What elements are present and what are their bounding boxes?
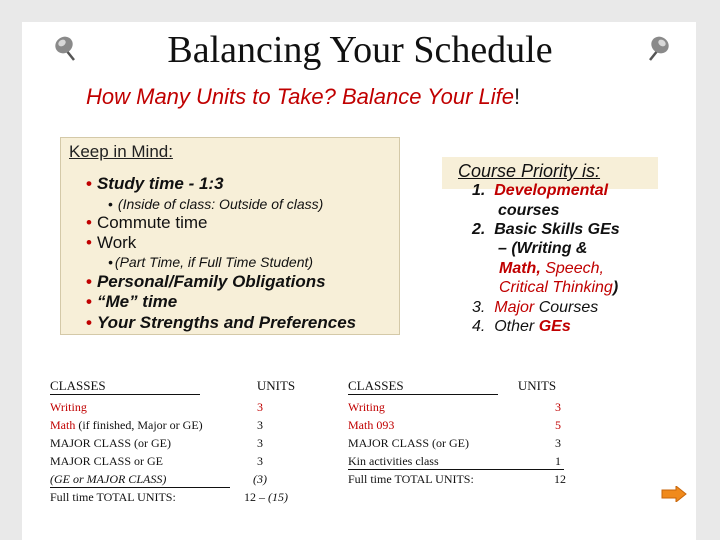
table-cell: 12 – <box>244 490 268 504</box>
priority-item-2-cont: – (Writing & <box>498 240 588 257</box>
keep-in-mind-heading: Keep in Mind: <box>69 142 173 161</box>
priority-text: Developmental <box>494 182 609 199</box>
priority-text: Basic Skills GEs <box>494 221 620 238</box>
list-item: • Study time - 1:3 <box>86 174 224 193</box>
priority-number: 1. <box>472 182 486 199</box>
priority-text: Courses <box>538 299 599 316</box>
priority-number: 2. <box>472 221 486 238</box>
priority-item-1-cont: courses <box>498 202 560 219</box>
table-cell: 12 <box>554 472 566 486</box>
list-item-text: (Inside of class: Outside of class) <box>117 196 324 212</box>
table-cell: 3 <box>555 400 561 414</box>
table-cell: MAJOR CLASS (or GE) <box>348 436 470 450</box>
table-cell: (15) <box>268 490 288 504</box>
list-item: • (Inside of class: Outside of class) <box>108 196 324 212</box>
priority-text: Major <box>494 299 535 316</box>
list-item-text: Your Strengths and Preferences <box>96 313 357 332</box>
list-item-text: “Me” time <box>96 292 178 311</box>
table-cell: Full time TOTAL UNITS: <box>348 472 474 486</box>
list-item-text: Study time - 1:3 <box>96 174 224 193</box>
list-item: • Personal/Family Obligations <box>86 272 326 291</box>
table-cell: 5 <box>555 418 561 432</box>
priority-item-3 <box>472 299 598 317</box>
subtitle-text: How Many Units to Take? Balance Your Life <box>86 84 515 109</box>
table-cell: 3 <box>257 400 263 414</box>
list-item-text: Work <box>96 233 137 252</box>
slide-title: Balancing Your Schedule <box>167 29 553 71</box>
list-item-text: (Part Time, if Full Time Student) <box>114 254 314 270</box>
priority-item-2-cont2 <box>499 260 604 278</box>
table-cell: Kin activities class <box>348 454 439 468</box>
table-cell: Full time TOTAL UNITS: <box>50 490 176 504</box>
table-cell: 3 <box>257 418 263 432</box>
table-cell: Writing <box>50 400 87 414</box>
priority-number: 3. <box>472 299 486 316</box>
slide-subtitle <box>86 84 520 110</box>
priority-item-2-cont3 <box>499 279 618 297</box>
table-cell: 3 <box>257 454 263 468</box>
list-item: • Commute time <box>86 213 208 232</box>
table-cell: MAJOR CLASS or GE <box>50 454 164 468</box>
priority-text: GEs <box>538 318 571 335</box>
table-cell: 3 <box>257 436 263 450</box>
list-item-text: Personal/Family Obligations <box>96 272 326 291</box>
course-priority-heading: Course Priority is: <box>458 161 601 181</box>
table-header-units: UNITS <box>517 378 557 393</box>
list-item: • Work <box>86 233 137 252</box>
table-cell: Math 093 <box>348 418 395 432</box>
priority-item-1 <box>472 182 608 200</box>
priority-text: Other <box>494 318 535 335</box>
table-cell-note: (if finished, Major or GE) <box>75 418 203 432</box>
priority-text: Critical Thinking <box>499 279 613 296</box>
priority-item-2 <box>472 221 620 239</box>
priority-text: Math, <box>499 260 541 277</box>
table-cell: 1 <box>555 454 561 468</box>
table-header-classes: CLASSES <box>50 378 200 395</box>
priority-number: 4. <box>472 318 486 335</box>
list-item: • Your Strengths and Preferences <box>86 313 357 332</box>
table-cell: (GE or MAJOR CLASS) <box>50 472 230 488</box>
priority-text: ) <box>612 279 619 296</box>
table-cell: Writing <box>348 400 385 414</box>
table-cell: MAJOR CLASS (or GE) <box>50 436 172 450</box>
table-cell: Math <box>50 418 76 432</box>
list-item: • “Me” time <box>86 292 178 311</box>
list-item: • (Part Time, if Full Time Student) <box>108 254 314 270</box>
table-header-units: UNITS <box>256 378 296 393</box>
list-item-text: Commute time <box>96 213 208 232</box>
next-arrow-icon[interactable] <box>661 486 687 502</box>
priority-text: Speech, <box>545 260 604 277</box>
table-cell: 3 <box>555 436 561 450</box>
table-header-classes: CLASSES <box>348 378 498 395</box>
table-row <box>348 454 564 470</box>
table-cell: (3) <box>253 472 267 486</box>
subtitle-exclamation: ! <box>514 84 521 109</box>
priority-item-4 <box>472 318 571 336</box>
